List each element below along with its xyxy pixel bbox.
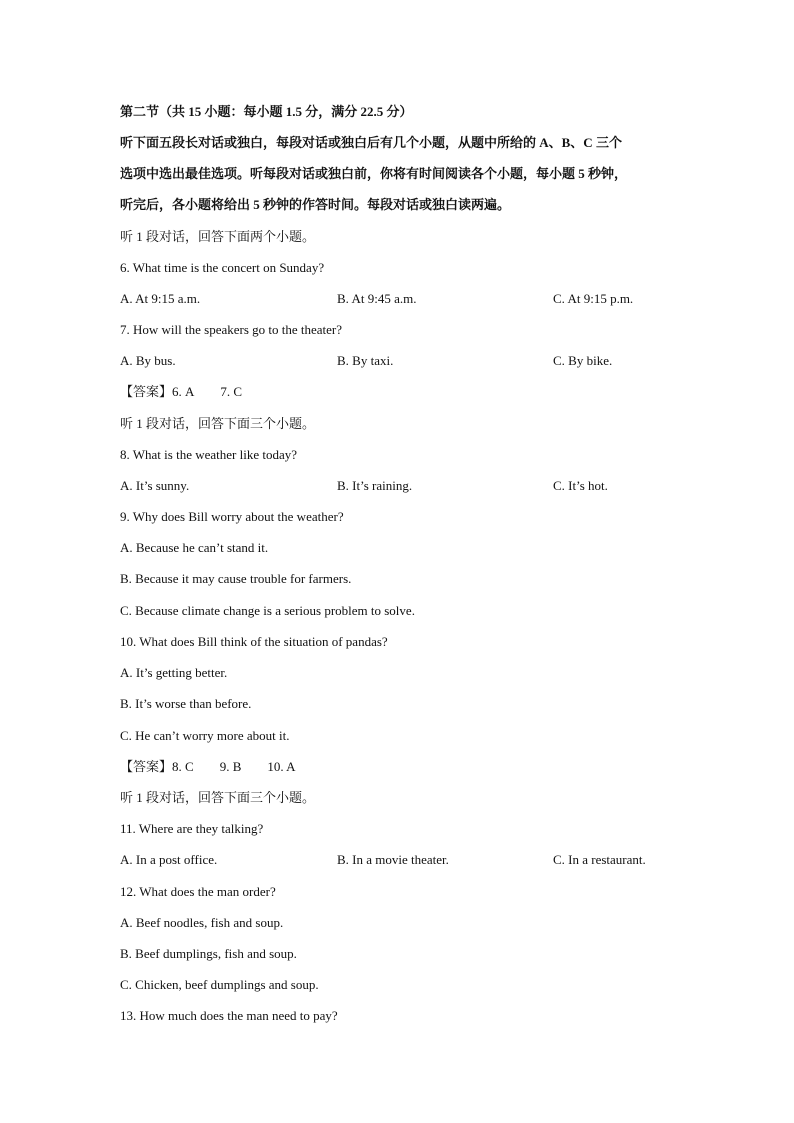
q10-option-a: A. It’s getting better. [120,665,228,680]
q12-option-a: A. Beef noodles, fish and soup. [120,915,284,930]
answer-label: 【答案】 [120,384,173,399]
answer-line-1 [120,383,242,401]
q9-option-b: B. Because it may cause trouble for farmers. [120,571,352,586]
answer-label: 【答案】 [120,759,173,774]
q6-option-a: A. At 9:15 a.m. [120,291,201,306]
answer-8: 8. C [172,759,194,774]
group-1-heading: 听 1 段对话，回答下面两个小题。 [120,229,316,244]
q8-option-a: A. It’s sunny. [120,478,190,493]
q10-option-c: C. He can’t worry more about it. [120,728,290,743]
answer-10: 10. A [267,759,296,774]
q8-option-b: B. It’s raining. [337,478,413,493]
q8-option-c: C. It’s hot. [553,478,608,493]
q9-option-c: C. Because climate change is a serious problem to solve. [120,603,415,618]
question-11: 11. Where are they talking? [120,821,264,836]
q6-option-c: C. At 9:15 p.m. [553,291,634,306]
question-9: 9. Why does Bill worry about the weather? [120,509,344,524]
question-6: 6. What time is the concert on Sunday? [120,260,325,275]
q11-option-a: A. In a post office. [120,852,218,867]
q11-option-c: C. In a restaurant. [553,852,646,867]
q7-option-a: A. By bus. [120,353,176,368]
question-10: 10. What does Bill think of the situation of pandas? [120,634,388,649]
instructions-line-3: 听完后，各小题将给出 5 秒钟的作答时间。每段对话或独白读两遍。 [120,197,511,212]
answer-7: 7. C [220,384,243,399]
question-7: 7. How will the speakers go to the theater? [120,322,343,337]
q11-option-b: B. In a movie theater. [337,852,449,867]
q12-option-c: C. Chicken, beef dumplings and soup. [120,977,319,992]
group-3-heading: 听 1 段对话，回答下面三个小题。 [120,790,316,805]
question-12: 12. What does the man order? [120,884,276,899]
section-title: 第二节（共 15 小题：每小题 1.5 分，满分 22.5 分） [120,104,413,119]
question-8: 8. What is the weather like today? [120,447,298,462]
q7-option-c: C. By bike. [553,353,613,368]
q12-option-b: B. Beef dumplings, fish and soup. [120,946,297,961]
answer-6: 6. A [172,384,195,399]
q7-option-b: B. By taxi. [337,353,394,368]
question-13: 13. How much does the man need to pay? [120,1008,338,1023]
instructions-line-1: 听下面五段长对话或独白，每段对话或独白后有几个小题，从题中所给的 A、B、C 三个 [120,135,622,150]
instructions-line-2: 选项中选出最佳选项。听每段对话或独白前，你将有时间阅读各个小题，每小题 5 秒钟， [120,166,628,181]
q9-option-a: A. Because he can’t stand it. [120,540,269,555]
q6-option-b: B. At 9:45 a.m. [337,291,417,306]
answer-line-2 [120,758,296,776]
group-2-heading: 听 1 段对话，回答下面三个小题。 [120,416,316,431]
q10-option-b: B. It’s worse than before. [120,696,252,711]
answer-9: 9. B [219,759,242,774]
